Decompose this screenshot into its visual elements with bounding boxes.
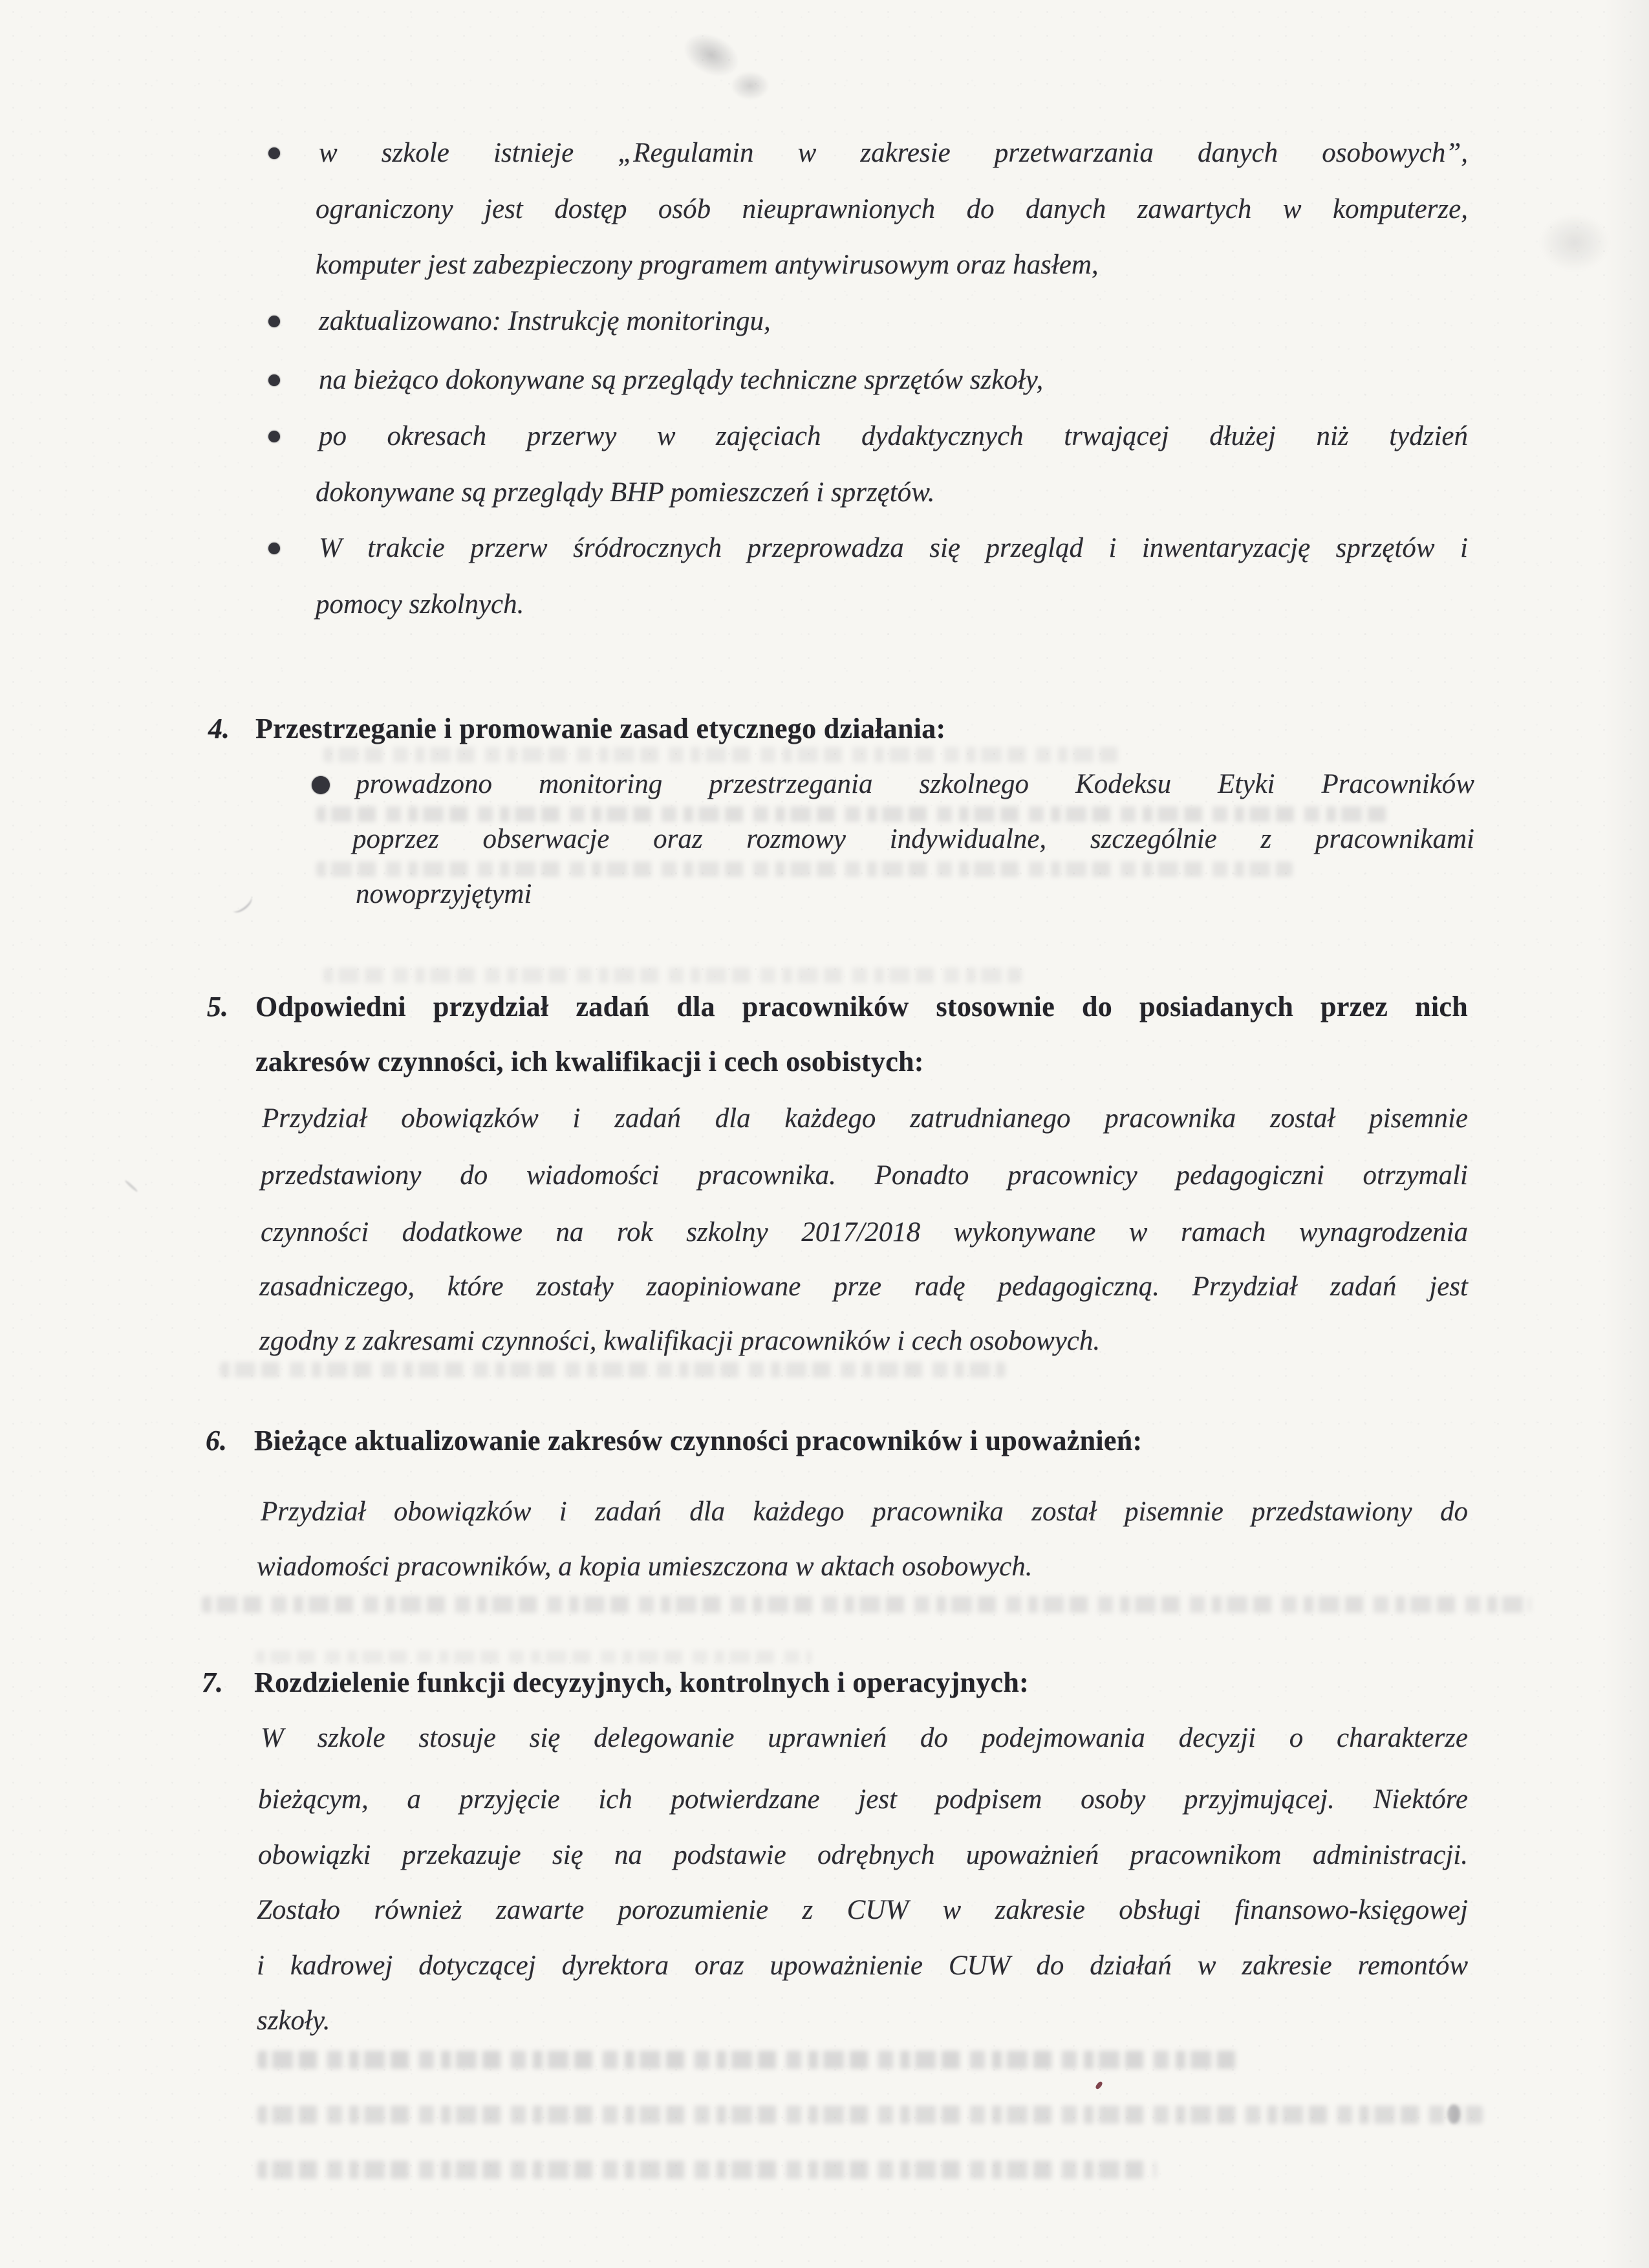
paragraph-line: obowiązki przekazuje się na podstawie odrębnych upoważnień pracownikom administracji.: [258, 1840, 1468, 1870]
section-number: 7.: [202, 1667, 223, 1698]
bullet-icon: [268, 316, 280, 327]
ghost-text-band: [257, 2106, 1483, 2124]
ghost-text-band: [220, 1362, 1006, 1377]
ghost-text-band: [202, 1596, 1531, 1613]
list-item-line: komputer jest zabezpieczony programem antywirusowym oraz hasłem,: [316, 250, 1099, 280]
paragraph-line: wiadomości pracowników, a kopia umieszczona w aktach osobowych.: [257, 1551, 1033, 1582]
ghost-text-band: [316, 861, 1293, 877]
section-heading: zakresów czynności, ich kwalifikacji i cech osobistych:: [255, 1046, 924, 1077]
scan-smudge: [1447, 2104, 1460, 2124]
list-item-line: nowoprzyjętymi: [356, 879, 532, 909]
ghost-text-band: [323, 747, 1125, 762]
paragraph-line: Przydział obowiązków i zadań dla każdego zatrudnianego pracownika został pisemnie: [262, 1103, 1468, 1134]
list-item-line: pomocy szkolnych.: [316, 589, 524, 620]
paragraph-line: zasadniczego, które zostały zaopiniowane prze radę pedagogiczną. Przydział zadań jest: [259, 1271, 1468, 1302]
section-number: 5.: [207, 991, 228, 1022]
bullet-icon: [268, 543, 280, 554]
scan-edge-shade: [1604, 0, 1649, 2268]
ghost-text-band: [257, 2161, 1156, 2179]
list-item-line: ograniczony jest dostęp osób nieuprawnionych do danych zawartych w komputerze,: [316, 194, 1468, 224]
paragraph-line: Przydział obowiązków i zadań dla każdego pracownika został pisemnie przedstawiony do: [261, 1496, 1468, 1527]
paragraph-line: przedstawiony do wiadomości pracownika. Ponadto pracownicy pedagogiczni otrzymali: [261, 1160, 1468, 1191]
paragraph-line: czynności dodatkowe na rok szkolny 2017/2018 wykonywane w ramach wynagrodzenia: [261, 1217, 1468, 1247]
bullet-icon: [268, 147, 280, 159]
scan-speck-red: [1095, 2080, 1104, 2090]
ghost-text-band: [255, 1650, 812, 1663]
scan-smudge: [1539, 213, 1610, 272]
ghost-text-band: [323, 967, 1022, 983]
list-item-line: po okresach przerwy w zajęciach dydaktycznych trwającej dłużej niż tydzień: [319, 421, 1468, 451]
list-item-line: W trakcie przerw śródrocznych przeprowadza się przegląd i inwentaryzację sprzętów i: [319, 533, 1468, 563]
section-number: 6.: [206, 1425, 227, 1456]
scan-smudge: [731, 71, 770, 100]
section-heading: Odpowiedni przydział zadań dla pracowników stosownie do posiadanych przez nich: [255, 991, 1468, 1022]
paragraph-line: Zostało również zawarte porozumienie z CUW w zakresie obsługi finansowo-księgowej: [257, 1895, 1468, 1925]
ghost-text-band: [257, 2051, 1240, 2069]
list-item-line: dokonywane są przeglądy BHP pomieszczeń i sprzętów.: [316, 477, 935, 508]
scan-pencil-mark: [124, 1180, 138, 1193]
bullet-icon: [268, 431, 280, 442]
paragraph-line: szkoły.: [257, 2005, 330, 2036]
scan-pencil-mark: [229, 892, 255, 916]
ghost-text-band: [316, 806, 1390, 822]
section-heading: Bieżące aktualizowanie zakresów czynności pracowników i upoważnień:: [254, 1425, 1143, 1456]
list-item-line: na bieżąco dokonywane są przeglądy techniczne sprzętów szkoły,: [319, 365, 1044, 395]
section-heading: Rozdzielenie funkcji decyzyjnych, kontrolnych i operacyjnych:: [254, 1667, 1029, 1698]
section-heading: Przestrzeganie i promowanie zasad etycznego działania:: [255, 713, 946, 744]
bullet-icon: [312, 776, 330, 794]
paragraph-line: i kadrowej dotyczącej dyrektora oraz upoważnienie CUW do działań w zakresie remontów: [257, 1950, 1468, 1981]
paragraph-line: W szkole stosuje się delegowanie uprawnień do podejmowania decyzji o charakterze: [261, 1723, 1468, 1753]
bullet-icon: [268, 374, 280, 386]
list-item-line: w szkole istnieje „Regulamin w zakresie przetwarzania danych osobowych”,: [319, 138, 1468, 168]
paragraph-line: zgodny z zakresami czynności, kwalifikacji pracowników i cech osobowych.: [259, 1326, 1101, 1356]
list-item-line: zaktualizowano: Instrukcję monitoringu,: [319, 306, 771, 336]
list-item-line: prowadzono monitoring przestrzegania szkolnego Kodeksu Etyki Pracowników: [356, 769, 1474, 799]
section-number: 4.: [208, 713, 230, 744]
list-item-line: poprzez obserwacje oraz rozmowy indywidualne, szczególnie z pracownikami: [352, 824, 1474, 854]
paragraph-line: bieżącym, a przyjęcie ich potwierdzane jest podpisem osoby przyjmującej. Niektóre: [258, 1784, 1468, 1815]
